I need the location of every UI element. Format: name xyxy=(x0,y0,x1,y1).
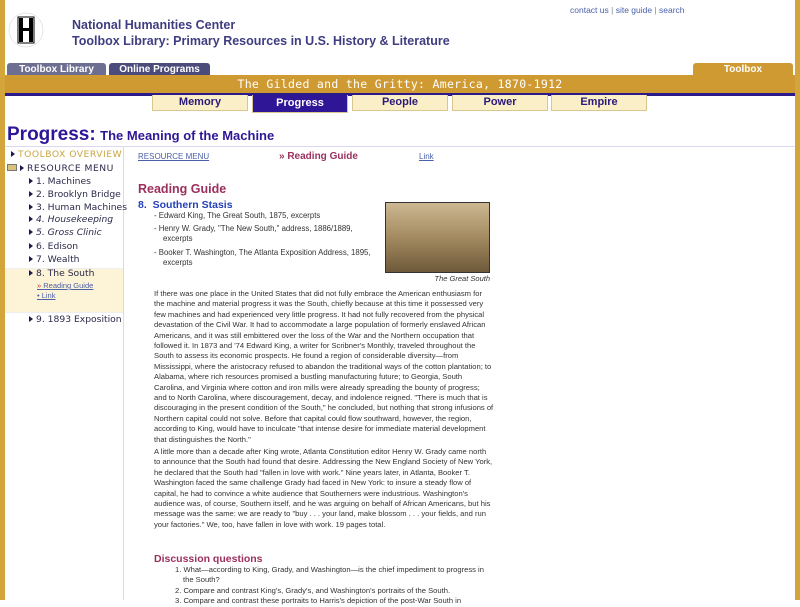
link-link[interactable]: Link xyxy=(419,152,434,161)
bullet-icon: • xyxy=(37,291,42,300)
question-item: 2. Compare and contrast King's, Grady's, and Washington's portraits of the South. xyxy=(175,585,451,595)
label: TOOLBOX OVERVIEW xyxy=(18,149,123,160)
nav-progress[interactable]: Progress xyxy=(252,95,348,113)
nav-empire[interactable]: Empire xyxy=(551,95,647,111)
separator: | xyxy=(608,5,616,15)
arrow-icon xyxy=(29,256,33,262)
arrow-icon xyxy=(29,191,33,197)
label: 1. Machines xyxy=(36,176,91,187)
separator: | xyxy=(652,5,660,15)
tab-online-programs[interactable]: Online Programs xyxy=(109,63,210,76)
question-list xyxy=(175,565,495,607)
label: RESOURCE MENU xyxy=(27,163,114,174)
top-links xyxy=(570,5,685,15)
site-subtitle: Toolbox Library: Primary Resources in U.S. History & Literature xyxy=(72,34,450,48)
question-item: 3. Compare and contrast these portraits to Harris's depiction of the post-War South in xyxy=(175,596,462,606)
title-main: Progress: xyxy=(7,124,96,145)
search-link[interactable]: search xyxy=(659,5,685,15)
sidebar-sub-reading-guide[interactable] xyxy=(37,281,93,290)
nhc-logo[interactable] xyxy=(8,4,44,56)
tab-toolbox[interactable]: Toolbox xyxy=(693,63,793,76)
discussion-heading: Discussion questions xyxy=(154,553,263,565)
label: 9. 1893 Exposition xyxy=(36,314,122,325)
sidebar-sub-link[interactable] xyxy=(37,291,55,300)
section-number: 8. xyxy=(138,199,147,211)
sidebar-item-gross-clinic[interactable] xyxy=(29,227,102,238)
sidebar-item-edison[interactable] xyxy=(29,241,78,252)
label: 7. Wealth xyxy=(36,254,80,265)
arrow-icon xyxy=(29,204,33,210)
arrow-icon xyxy=(29,178,33,184)
arrow-icon xyxy=(11,151,15,157)
source-item: - Edward King, The Great South, 1875, excerpts xyxy=(154,211,321,220)
sidebar-item-1893-exposition[interactable] xyxy=(29,314,122,325)
arrow-icon xyxy=(29,243,33,249)
arrow-icon xyxy=(29,216,33,222)
contact-us-link[interactable]: contact us xyxy=(570,5,609,15)
nav-memory[interactable]: Memory xyxy=(152,95,248,111)
current-page-label: » Reading Guide xyxy=(279,151,358,162)
arrow-icon xyxy=(29,229,33,235)
paragraph-2: A little more than a decade after King wrote, Atlanta Constitution editor Henry W. Grady came north to announce that the South had found that desire. Addressing the New England Society of New York, he declared that the South had "fallen in love with work." Nine years later, in Atlanta, Booker T. Washington faced the same challenge Grady had faced in New York: to insure a steady flow of capital, he had to convince a white audience that Southerners were industrious. Washington's audience was, of course, Southern itself, and he was arguing on behalf of African Americans, but his message was the same: we are ready to "buy . . . your land, make blossom . . . your fields, and run your factories." We, too, have fallen in love with work. 19 pages total. xyxy=(154,447,493,529)
site-guide-link[interactable]: site guide xyxy=(615,5,653,15)
arrow-icon xyxy=(20,165,24,171)
label: 4. Housekeeping xyxy=(36,214,114,225)
label: 2. Brooklyn Bridge xyxy=(36,189,121,200)
reading-guide-heading: Reading Guide xyxy=(138,182,227,196)
label: Reading Guide xyxy=(43,281,94,290)
right-border xyxy=(795,0,800,600)
label: 6. Edison xyxy=(36,241,79,252)
org-name: National Humanities Center xyxy=(72,18,236,32)
sidebar xyxy=(5,147,127,600)
sidebar-overview[interactable] xyxy=(11,149,122,160)
sidebar-item-machines[interactable] xyxy=(29,176,91,187)
bullet-icon: » xyxy=(37,281,44,290)
great-south-image xyxy=(385,202,490,273)
label: 5. Gross Clinic xyxy=(36,227,102,238)
sidebar-item-human-machines[interactable] xyxy=(29,202,127,213)
sidebar-item-brooklyn-bridge[interactable] xyxy=(29,189,121,200)
tab-toolbox-library[interactable]: Toolbox Library xyxy=(7,63,106,76)
source-item: - Booker T. Washington, The Atlanta Exposition Address, 1895, excerpts xyxy=(154,247,371,267)
source-list xyxy=(154,211,379,271)
arrow-icon xyxy=(29,316,33,322)
title-sub: The Meaning of the Machine xyxy=(100,128,275,143)
label: 3. Human Machines xyxy=(36,202,127,213)
resource-menu-link[interactable]: RESOURCE MENU xyxy=(138,152,210,161)
page-title xyxy=(7,124,274,146)
sidebar-item-the-south[interactable] xyxy=(29,268,94,279)
nav-people[interactable]: People xyxy=(352,95,448,111)
section-heading xyxy=(138,199,233,211)
sidebar-resource-menu[interactable] xyxy=(7,163,114,174)
source-item: - Henry W. Grady, "The New South," address, 1886/1889, excerpts xyxy=(154,224,353,244)
section-title: Southern Stasis xyxy=(152,199,233,211)
image-caption: The Great South xyxy=(434,274,490,283)
paragraph-1: If there was one place in the United States that did not fully embrace the American enthusiasm for the machine and material progress it was the South, chiefly because at this time it possessed very few machines and had experienced very little progress. It had not fully recovered from the physical devastation of the Civil War. It had to accommodate a large population of formerly enslaved African Americans, and it was still embittered over the loss of the War and the Northern occupation that followed it. In 1873 and '74 Edward King, a writer for Scribner's Monthly, traveled throughout the South to assess its economic prospects. He found a region of considerable diversity—from Mississippi, where the aristocracy refused to abandon the traditional ways of the cotton plantation; to Alabama, where rich resources promised a bustling manufacturing future; to Georgia, South Carolina, and Virginia where cotton and iron mills were already spreading the bounty of progress; and to North Carolina, where discouragement, decay, and indolence reigned. "There is much that is discouraging in the present condition of the South," he concluded, but nothing that strong infusions of Northern capital could not solve. Before that capital could flow southward, however, the region, according to King, would have to inculcate "that intense desire for immediate material development that distinguishes the North." xyxy=(154,289,494,444)
label: 8. The South xyxy=(36,268,95,279)
nav-power[interactable]: Power xyxy=(452,95,548,111)
arrow-icon xyxy=(29,270,33,276)
sidebar-item-wealth[interactable] xyxy=(29,254,80,265)
theme-banner: The Gilded and the Gritty: America, 1870-1912 xyxy=(5,75,795,93)
sidebar-item-housekeeping[interactable] xyxy=(29,214,113,225)
label: Link xyxy=(41,291,56,300)
question-item: 1. What—according to King, Grady, and Washington—is the chief impediment to progress in the South? xyxy=(175,565,484,585)
site-title[interactable] xyxy=(72,17,450,49)
folder-icon xyxy=(7,164,17,171)
